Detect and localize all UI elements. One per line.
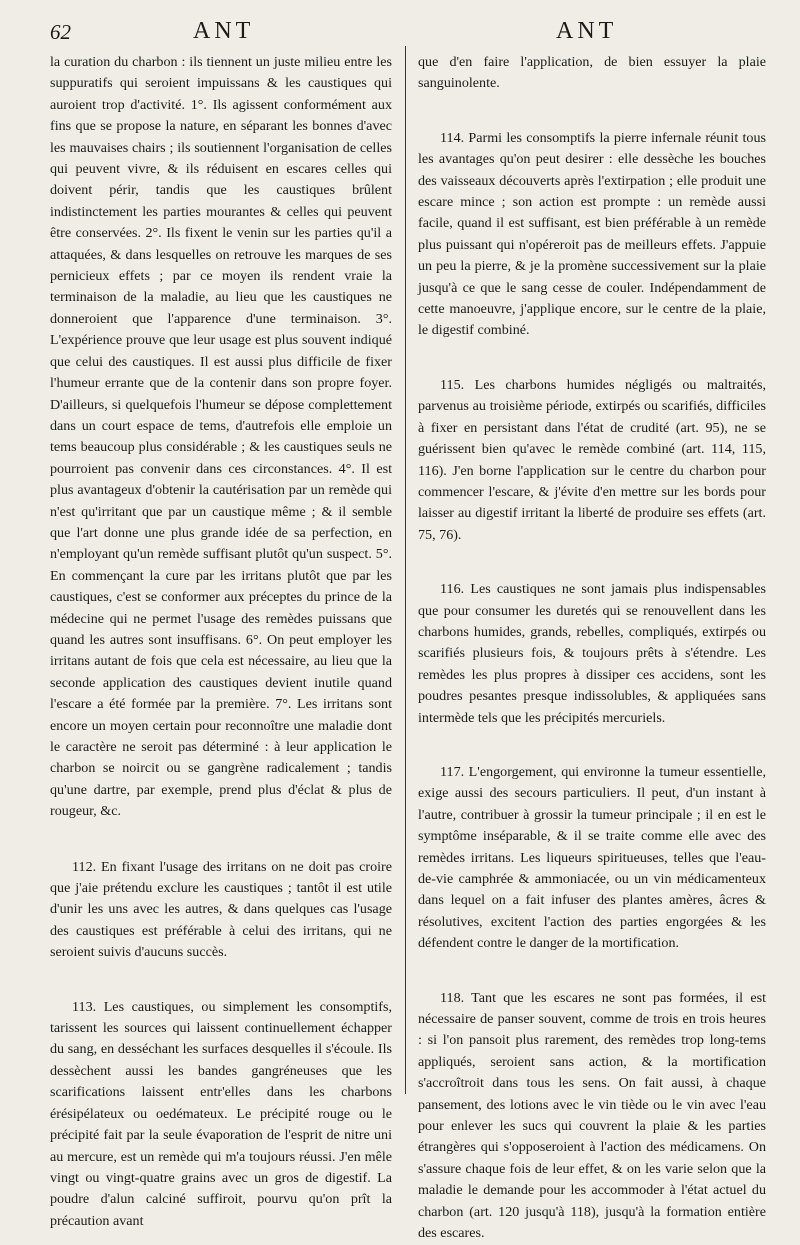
right-column (418, 52, 766, 1245)
page-header (0, 18, 800, 48)
paragraph-112: 112. En fixant l'usage des irritans on ne doit pas croire que j'aie prétendu exclure les caustiques ; tantôt il est utile d'unir les uns avec les autres, & dans quelques cas l'usage des caustiques est préférable à celui des irritans, qui ne seroient suivis d'aucuns succès. (50, 858, 392, 961)
running-head-right: ANT (556, 18, 618, 44)
paragraph-113: 113. Les caustiques, ou simplement les consomptifs, tarissent les sources qui laissent continuellement échapper du sang, en desséchant les surfaces desquelles il s'écoule. Ils dessèchent aussi les bandes gangréneuses que les scarifications laissent entr'elles dans les charbons érésipélateux ou oedémateux. Le précipité rouge ou le précipité fait par la seule évaporation de l'esprit de nitre uni au mercure, est un remède qui m'a toujours réussi. J'en mêle vingt ou vingt-quatre grains avec un gros de digestif. La poudre d'alun calciné suffiroit, pourvu qu'on prît la précaution avant (50, 998, 392, 1229)
paragraph-113-continued: que d'en faire l'application, de bien essuyer la plaie sanguinolente. (418, 54, 766, 92)
running-head-left: ANT (193, 18, 255, 44)
paragraph-115: 115. Les charbons humides négligés ou maltraités, parvenus au troisième période, extirpés ou scarifiés, difficiles à fixer en persistant dans l'état de crudité (art. 95), ne se guérissent bien qu'avec le remède combiné (art. 114, 115, 116). J'en borne l'application sur le centre du charbon pour commencer l'escare, & j'évite d'en mettre sur les bords pour laisser au digestif irritant la liberté de produire ses effets (art. 75, 76). (418, 376, 766, 543)
left-column (50, 52, 392, 1232)
paragraph-114: 114. Parmi les consomptifs la pierre infernale réunit tous les avantages qu'on peut desirer : elle dessèche les bouches des vaisseaux découverts après l'extirpation ; elle produit une escare mince ; son action est prompte : un remède aussi facile, quand il est suffisant, est bien préférable à un remède plus puissant qui n'opéreroit pas de meilleurs effets. J'appuie un peu la pierre, & je la promène successivement sur la plaie jusqu'à ce que le sang cesse de couler. Indépendamment de cette manoeuvre, j'applique encore, sur le centre de la plaie, le digestif combiné. (418, 129, 766, 339)
column-divider (405, 46, 406, 1094)
paragraph-117: 117. L'engorgement, qui environne la tumeur essentielle, exige aussi des secours particuliers. Il peut, d'un instant à l'autre, contribuer à grossir la tumeur principale ; il en est le symptôme inséparable, & il se traite comme elle avec des remèdes irritans. Les liqueurs spiritueuses, telles que l'eau-de-vie camphrée & ammoniacée, ou un vin médicamenteux dans lequel on a fait infuser des plantes amères, âcres & résolutives, excitent l'action des parties engorgées & les défendent contre le danger de la mortification. (418, 763, 766, 952)
paragraph-continuation: la curation du charbon : ils tiennent un juste milieu entre les suppuratifs qui seroient impuissans & les caustiques qui auroient trop d'activité. 1°. Ils agissent conformément aux fins que se propose la nature, en séparant les bonnes d'avec les mauvaises chairs ; ils soutiennent l'organisation de celles qui peuvent vivre, & ils réduisent en escares celles qui doivent périr, tandis que les caustiques brûlent indistinctement les parties mourantes & celles qui peuvent être conservées. 2°. Ils fixent le venin sur les parties qu'il a attaquées, & dans lesquelles on retrouve les marques de ses pernicieux effets ; par ce moyen ils rendent vraie la terminaison de la maladie, au lieu que les caustiques ne donneroient que l'apparence d'une terminaison. 3°. L'expérience prouve que leur usage est plus souvent indiqué que celui des caustiques. Il est aussi plus difficile de fixer l'humeur errante que de la contenir dans son propre foyer. D'ailleurs, si quelquefois l'humeur se dépose complettement dans un court espace de tems, d'autrefois elle emploie un tems beaucoup plus considérable ; & les caustiques seuls ne pourroient pas convenir dans ces circonstances. 4°. Il est plus avantageux d'obtenir la cautérisation par un remède qui n'est qu'irritant que par un caustique même ; & il semble que l'art donne une plus grande idée de sa perfection, en n'employant qu'un remède suffisant plutôt qu'un suspect. 5°. En commençant la cure par les irritans plutôt que par les caustiques, c'est se conformer aux préceptes du prince de la médecine qui ne permet l'usage des remèdes puissans que quand les autres sont insuffisans. 6°. On peut employer les irritans autant de fois que cela est nécessaire, au lieu que la seconde application des caustiques devient inutile quand l'escare a été formée par la première. 7°. Les irritans sont encore un moyen certain pour reconnoître une maladie dont le caractère ne seroit pas déterminé : à leur application le charbon se noircit ou se gangrène radicalement ; tandis qu'une dartre, par exemple, prend plus d'éclat & plus de rougeur, &c. (50, 54, 392, 820)
paragraph-118: 118. Tant que les escares ne sont pas formées, il est nécessaire de panser souvent, comme de trois en trois heures : si l'on pansoit plus rarement, des remèdes trop long-tems appliqués, seroient sans action, & la mortification s'accroîtroit dans tous les sens. On fait aussi, à chaque pansement, des lotions avec le vin tiède ou le vin avec l'eau pour enlever les sucs qui couvrent la plaie & les parties étrangères qui s'opposeroient à l'action des médicamens. On s'assure chaque fois de leur effet, & on les varie selon que la maladie le demande pour les accommoder à l'état actuel du charbon (art. 120 jusqu'à 118), jusqu'à la formation entière des escares. (418, 989, 766, 1242)
page-number: 62 (50, 20, 71, 44)
paragraph-116: 116. Les caustiques ne sont jamais plus indispensables que pour consumer les duretés qui se renouvellent dans les charbons humides, grands, rebelles, compliqués, extirpés ou scarifiés plusieurs fois, & toujours prêts à s'étendre. Les remèdes les plus propres à dissiper ces accidens, sont les poudres pesantes presque indissolubles, & appliquées sans intermède tels que les précipités mercuriels. (418, 581, 766, 726)
